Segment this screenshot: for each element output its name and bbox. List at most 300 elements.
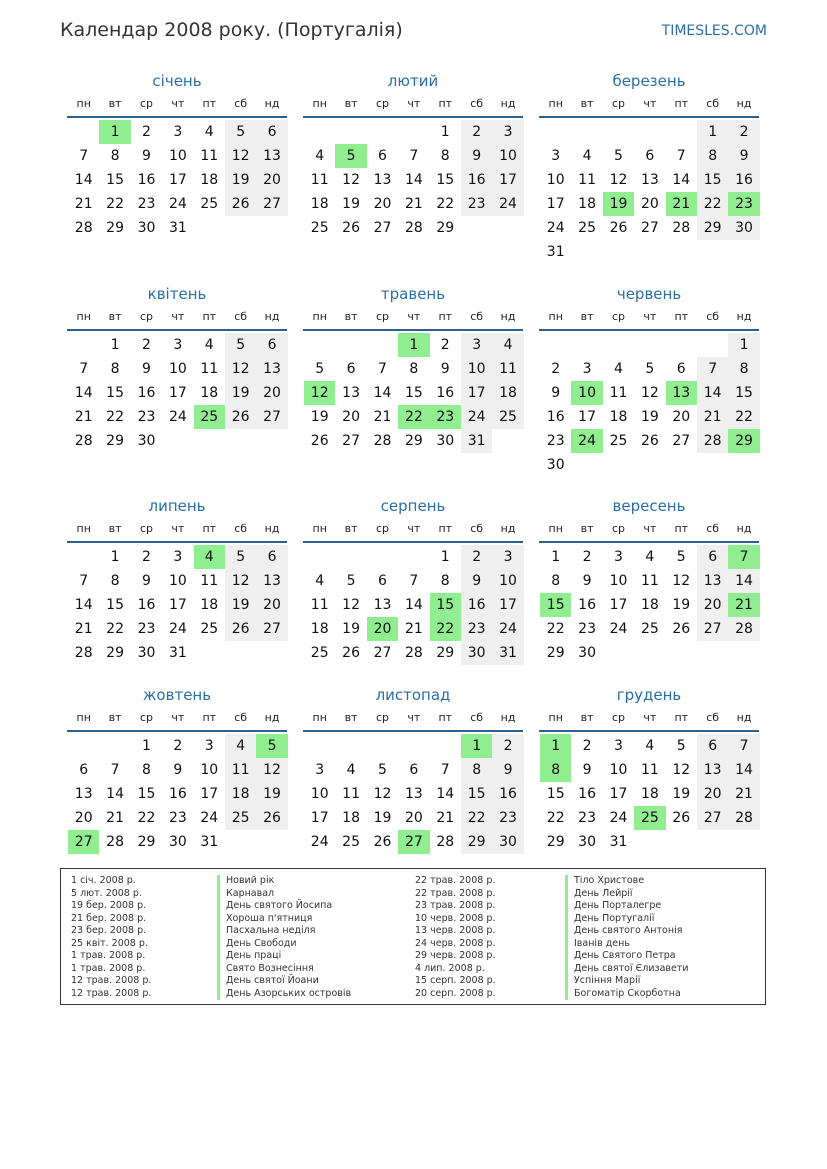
- day-cell: 6: [697, 545, 728, 569]
- week-row: [540, 381, 760, 405]
- day-cell: 19: [373, 810, 392, 826]
- weekday-label: ср: [375, 710, 389, 724]
- weekday-label: пн: [76, 96, 91, 110]
- day-cell: 27: [256, 405, 287, 429]
- day-cell: 23: [461, 617, 492, 641]
- day-cell: 18: [342, 810, 360, 826]
- day-cell: 7: [697, 357, 728, 381]
- day-cell: 22: [106, 409, 124, 425]
- day-cell: 30: [546, 457, 565, 473]
- legend-names-column: [565, 875, 689, 1000]
- day-cell: 21: [106, 810, 124, 826]
- day-cell: 4: [225, 734, 256, 758]
- day-cell: 26: [342, 645, 360, 661]
- day-cell: 7: [110, 762, 120, 778]
- legend-date: 13 черв. 2008 р.: [415, 925, 496, 936]
- month-name: листопад: [375, 686, 451, 704]
- weekday-label: нд: [736, 521, 752, 535]
- day-cell: 17: [609, 597, 628, 613]
- day-cell: 21: [404, 196, 423, 212]
- empty-day-cell: [540, 333, 571, 357]
- weekday-label: пт: [674, 309, 689, 323]
- week-row: [540, 120, 760, 144]
- day-cell: 8: [110, 573, 120, 589]
- empty-day-cell: [398, 120, 429, 144]
- weekday-label: нд: [264, 521, 280, 535]
- day-cell: 11: [640, 573, 659, 589]
- day-cell: 13: [256, 144, 287, 168]
- weekday-label: сб: [470, 96, 484, 110]
- day-cell: 25: [342, 834, 360, 850]
- day-cell: 2: [142, 549, 151, 565]
- day-cell: 27: [697, 617, 728, 641]
- day-cell: 11: [578, 172, 596, 188]
- day-cell: 13: [373, 172, 392, 188]
- day-cell: 5: [315, 361, 325, 377]
- day-cell: 25: [492, 405, 523, 429]
- day-cell: 11: [225, 758, 256, 782]
- weekday-header: [68, 706, 288, 728]
- day-cell: 22: [697, 192, 728, 216]
- day-cell: 6: [697, 734, 728, 758]
- day-cell: 7: [676, 148, 686, 164]
- day-cell: 4: [204, 124, 214, 140]
- week-row: [304, 405, 524, 429]
- day-cell: 16: [137, 385, 156, 401]
- empty-day-cell: [256, 216, 287, 240]
- day-cell: 9: [492, 758, 523, 782]
- day-cell: 7: [378, 361, 387, 377]
- week-row: [540, 734, 760, 758]
- legend-date: 22 трав. 2008 р.: [415, 887, 496, 899]
- empty-day-cell: [666, 453, 697, 477]
- day-cell: 13: [697, 569, 728, 593]
- day-cell: 8: [409, 361, 419, 377]
- day-cell: 3: [173, 549, 183, 565]
- empty-day-cell: [697, 641, 728, 665]
- empty-day-cell: [304, 120, 335, 144]
- legend-holiday-name: Хороша п'ятниця: [217, 913, 351, 926]
- day-cell: 11: [342, 786, 360, 802]
- day-cell: 15: [697, 168, 728, 192]
- day-cell: 17: [461, 381, 492, 405]
- holiday-day-cell: 1: [540, 734, 571, 758]
- weekday-label: вт: [580, 521, 594, 535]
- month-name: липень: [148, 497, 206, 515]
- week-row: [68, 357, 288, 381]
- holiday-day-cell: 10: [571, 381, 602, 405]
- empty-day-cell: [666, 333, 697, 357]
- day-cell: 11: [200, 361, 219, 377]
- week-row: [304, 569, 524, 593]
- day-cell: 26: [373, 834, 392, 850]
- legend-holiday-name: Свято Вознесіння: [217, 963, 351, 976]
- day-cell: 14: [74, 597, 93, 613]
- weekday-label: пн: [312, 710, 327, 724]
- day-cell: 24: [546, 220, 565, 236]
- week-row: [304, 758, 524, 782]
- empty-day-cell: [634, 830, 665, 854]
- week-row: [68, 806, 288, 830]
- week-row: [540, 333, 760, 357]
- empty-day-cell: [728, 830, 759, 854]
- legend-date: 25 квіт. 2008 р.: [71, 937, 148, 949]
- empty-day-cell: [304, 545, 335, 569]
- day-cell: 4: [582, 148, 592, 164]
- day-cell: 5: [676, 549, 686, 565]
- day-cell: 12: [225, 357, 256, 381]
- month-block: [304, 684, 524, 854]
- day-cell: 28: [404, 220, 423, 236]
- day-cell: 20: [74, 810, 93, 826]
- legend-date: 23 бер. 2008 р.: [71, 925, 147, 936]
- weekday-label: сб: [706, 309, 720, 323]
- day-cell: 1: [697, 120, 728, 144]
- day-cell: 16: [461, 168, 492, 192]
- weekday-label: нд: [736, 96, 752, 110]
- legend-holiday-name: Новий рік: [217, 875, 351, 888]
- empty-day-cell: [697, 830, 728, 854]
- day-cell: 24: [200, 810, 219, 826]
- weekday-label: сб: [706, 521, 720, 535]
- day-cell: 24: [492, 617, 523, 641]
- day-cell: 5: [676, 738, 686, 754]
- week-row: [304, 333, 524, 357]
- day-cell: 14: [436, 786, 455, 802]
- day-cell: 9: [551, 385, 561, 401]
- day-cell: 12: [609, 172, 628, 188]
- day-cell: 6: [645, 148, 655, 164]
- day-cell: 21: [74, 196, 93, 212]
- legend-holiday-name: Карнавал: [217, 888, 351, 901]
- empty-day-cell: [603, 453, 634, 477]
- day-cell: 27: [697, 806, 728, 830]
- day-cell: 13: [640, 172, 659, 188]
- legend-holiday-name: День Свободи: [217, 938, 351, 951]
- weekday-label: нд: [500, 309, 516, 323]
- day-cell: 28: [728, 617, 759, 641]
- month-name: червень: [616, 285, 682, 303]
- empty-day-cell: [68, 333, 99, 357]
- day-cell: 18: [310, 196, 329, 212]
- month-name: березень: [612, 72, 686, 90]
- day-cell: 8: [142, 762, 151, 778]
- week-row: [304, 641, 524, 665]
- day-cell: 21: [436, 810, 455, 826]
- day-cell: 26: [225, 192, 256, 216]
- day-cell: 19: [672, 597, 691, 613]
- day-cell: 13: [697, 758, 728, 782]
- page-title: Календар 2008 року. (Португалія): [60, 19, 403, 41]
- empty-day-cell: [225, 641, 256, 665]
- day-cell: 24: [609, 621, 628, 637]
- day-cell: 19: [342, 621, 360, 637]
- month-block: [540, 684, 760, 854]
- day-cell: 23: [578, 810, 596, 826]
- empty-day-cell: [666, 240, 697, 264]
- day-cell: 16: [546, 409, 565, 425]
- day-cell: 27: [640, 220, 659, 236]
- day-cell: 15: [461, 782, 492, 806]
- day-cell: 20: [256, 168, 287, 192]
- day-cell: 30: [168, 834, 187, 850]
- site-link[interactable]: TIMESLES.COM: [661, 23, 767, 39]
- weekday-header: [540, 92, 760, 114]
- day-cell: 14: [373, 385, 392, 401]
- day-cell: 27: [342, 433, 360, 449]
- weekday-label: сб: [706, 96, 720, 110]
- day-cell: 25: [200, 621, 219, 637]
- day-cell: 20: [373, 196, 392, 212]
- weekday-label: вт: [344, 309, 358, 323]
- day-cell: 2: [142, 124, 151, 140]
- day-cell: 3: [614, 738, 623, 754]
- day-cell: 29: [436, 645, 455, 661]
- legend-holiday-name: День Португалії: [565, 913, 689, 926]
- day-cell: 19: [342, 196, 360, 212]
- day-cell: 30: [137, 645, 156, 661]
- day-cell: 13: [256, 569, 287, 593]
- weekday-header: [304, 517, 524, 539]
- day-cell: 3: [173, 124, 183, 140]
- day-cell: 1: [110, 549, 120, 565]
- week-row: [304, 120, 524, 144]
- day-cell: 28: [74, 645, 93, 661]
- day-cell: 11: [640, 762, 659, 778]
- week-row: [540, 168, 760, 192]
- legend-date: 5 лют. 2008 р.: [71, 887, 142, 899]
- day-cell: 10: [492, 144, 523, 168]
- day-cell: 29: [137, 834, 156, 850]
- week-row: [304, 734, 524, 758]
- weekday-label: вт: [108, 309, 122, 323]
- day-cell: 23: [137, 621, 156, 637]
- day-cell: 15: [137, 786, 156, 802]
- day-cell: 5: [225, 120, 256, 144]
- weekday-header: [540, 305, 760, 327]
- month-name: квітень: [147, 285, 207, 303]
- day-cell: 6: [79, 762, 89, 778]
- week-row: [68, 593, 288, 617]
- day-cell: 19: [225, 381, 256, 405]
- header-divider: [303, 329, 523, 331]
- day-cell: 16: [578, 597, 596, 613]
- day-cell: 2: [582, 549, 592, 565]
- day-cell: 1: [551, 549, 561, 565]
- weekday-label: чт: [643, 710, 657, 724]
- empty-day-cell: [398, 545, 429, 569]
- month-block: [68, 70, 288, 240]
- weekday-label: вт: [580, 710, 594, 724]
- day-cell: 7: [440, 762, 450, 778]
- day-cell: 24: [168, 409, 187, 425]
- empty-day-cell: [697, 453, 728, 477]
- header-divider: [303, 541, 523, 543]
- month-name: жовтень: [142, 686, 212, 704]
- day-cell: 30: [137, 220, 156, 236]
- empty-day-cell: [367, 734, 398, 758]
- empty-day-cell: [335, 545, 366, 569]
- day-cell: 12: [640, 385, 659, 401]
- holiday-day-cell: 23: [430, 405, 461, 429]
- day-cell: 25: [225, 806, 256, 830]
- empty-day-cell: [398, 734, 429, 758]
- day-cell: 23: [137, 409, 156, 425]
- day-cell: 20: [404, 810, 423, 826]
- day-cell: 27: [373, 220, 392, 236]
- empty-day-cell: [367, 120, 398, 144]
- day-cell: 28: [436, 834, 455, 850]
- day-cell: 7: [728, 734, 759, 758]
- week-row: [68, 617, 288, 641]
- day-cell: 5: [346, 573, 356, 589]
- legend-holiday-name: День Порталегре: [565, 900, 689, 913]
- day-cell: 18: [609, 409, 628, 425]
- day-cell: 14: [728, 569, 759, 593]
- day-cell: 17: [578, 409, 596, 425]
- day-cell: 17: [492, 168, 523, 192]
- weekday-label: ср: [611, 521, 625, 535]
- day-cell: 22: [728, 405, 759, 429]
- day-cell: 18: [225, 782, 256, 806]
- day-cell: 18: [492, 381, 523, 405]
- day-cell: 24: [492, 192, 523, 216]
- month-block: [68, 495, 288, 665]
- week-row: [68, 758, 288, 782]
- day-cell: 19: [225, 593, 256, 617]
- day-cell: 23: [578, 621, 596, 637]
- day-cell: 9: [440, 361, 450, 377]
- week-row: [68, 405, 288, 429]
- day-cell: 2: [728, 120, 759, 144]
- day-cell: 6: [378, 573, 387, 589]
- week-row: [540, 782, 760, 806]
- legend-holiday-name: День святої Йоани: [217, 975, 351, 988]
- weekday-label: пт: [438, 521, 453, 535]
- day-cell: 9: [728, 144, 759, 168]
- day-cell: 5: [225, 545, 256, 569]
- week-row: [540, 569, 760, 593]
- header-divider: [67, 116, 287, 118]
- day-cell: 27: [256, 192, 287, 216]
- weekday-label: вт: [344, 710, 358, 724]
- empty-day-cell: [68, 545, 99, 569]
- day-cell: 20: [697, 593, 728, 617]
- weekday-label: нд: [736, 309, 752, 323]
- day-cell: 3: [614, 549, 623, 565]
- week-row: [304, 168, 524, 192]
- day-cell: 26: [672, 621, 691, 637]
- legend-date: 15 серп. 2008 р.: [415, 975, 496, 986]
- holiday-day-cell: 21: [666, 192, 697, 216]
- legend-holiday-name: Успіння Марії: [565, 975, 689, 988]
- weekday-label: вт: [580, 96, 594, 110]
- day-cell: 9: [582, 573, 592, 589]
- day-cell: 8: [728, 357, 759, 381]
- day-cell: 2: [492, 734, 523, 758]
- day-cell: 6: [346, 361, 356, 377]
- holiday-day-cell: 7: [728, 545, 759, 569]
- legend-holiday-name: День святого Антонія: [565, 925, 689, 938]
- week-row: [68, 569, 288, 593]
- holiday-day-cell: 1: [99, 120, 130, 144]
- day-cell: 14: [74, 172, 93, 188]
- legend-holiday-name: Богоматір Скорботна: [565, 988, 689, 1001]
- day-cell: 20: [640, 196, 659, 212]
- day-cell: 16: [492, 782, 523, 806]
- weekday-label: ср: [375, 521, 389, 535]
- week-row: [540, 593, 760, 617]
- month-name: лютий: [387, 72, 439, 90]
- day-cell: 7: [79, 573, 89, 589]
- day-cell: 16: [137, 597, 156, 613]
- day-cell: 2: [142, 337, 151, 353]
- day-cell: 30: [436, 433, 455, 449]
- day-cell: 11: [200, 148, 219, 164]
- weekday-header: [304, 706, 524, 728]
- week-row: [304, 593, 524, 617]
- empty-day-cell: [634, 120, 665, 144]
- legend-date: 1 трав. 2008 р.: [71, 962, 146, 974]
- day-cell: 25: [310, 645, 329, 661]
- legend-date: 1 трав. 2008 р.: [71, 950, 146, 961]
- day-cell: 3: [492, 545, 523, 569]
- week-row: [304, 144, 524, 168]
- day-cell: 8: [551, 573, 561, 589]
- legend-dates-column: [415, 875, 496, 1000]
- legend-date: 19 бер. 2008 р.: [71, 900, 147, 911]
- week-row: [304, 782, 524, 806]
- empty-day-cell: [68, 734, 99, 758]
- day-cell: 29: [106, 220, 124, 236]
- holiday-day-cell: 23: [728, 192, 759, 216]
- day-cell: 16: [137, 172, 156, 188]
- weekday-label: чт: [407, 309, 421, 323]
- week-row: [540, 240, 760, 264]
- day-cell: 16: [436, 385, 455, 401]
- day-cell: 19: [225, 168, 256, 192]
- week-row: [68, 782, 288, 806]
- day-cell: 22: [546, 621, 565, 637]
- day-cell: 17: [168, 385, 187, 401]
- empty-day-cell: [634, 641, 665, 665]
- empty-day-cell: [304, 333, 335, 357]
- weekday-label: ср: [139, 521, 153, 535]
- month-block: [304, 70, 524, 240]
- day-cell: 21: [74, 409, 93, 425]
- empty-day-cell: [461, 216, 492, 240]
- day-cell: 24: [461, 405, 492, 429]
- week-row: [540, 357, 760, 381]
- legend-names-column: [217, 875, 351, 1000]
- day-cell: 12: [225, 144, 256, 168]
- header-divider: [539, 730, 759, 732]
- week-row: [68, 216, 288, 240]
- week-row: [68, 144, 288, 168]
- week-row: [68, 168, 288, 192]
- day-cell: 18: [578, 196, 596, 212]
- day-cell: 24: [168, 196, 187, 212]
- empty-day-cell: [666, 641, 697, 665]
- day-cell: 13: [256, 357, 287, 381]
- day-cell: 18: [200, 172, 219, 188]
- day-cell: 7: [79, 361, 89, 377]
- day-cell: 15: [106, 172, 124, 188]
- day-cell: 14: [697, 381, 728, 405]
- day-cell: 8: [110, 361, 120, 377]
- legend-holiday-name: Іванів день: [565, 938, 689, 951]
- weekday-label: пн: [548, 309, 563, 323]
